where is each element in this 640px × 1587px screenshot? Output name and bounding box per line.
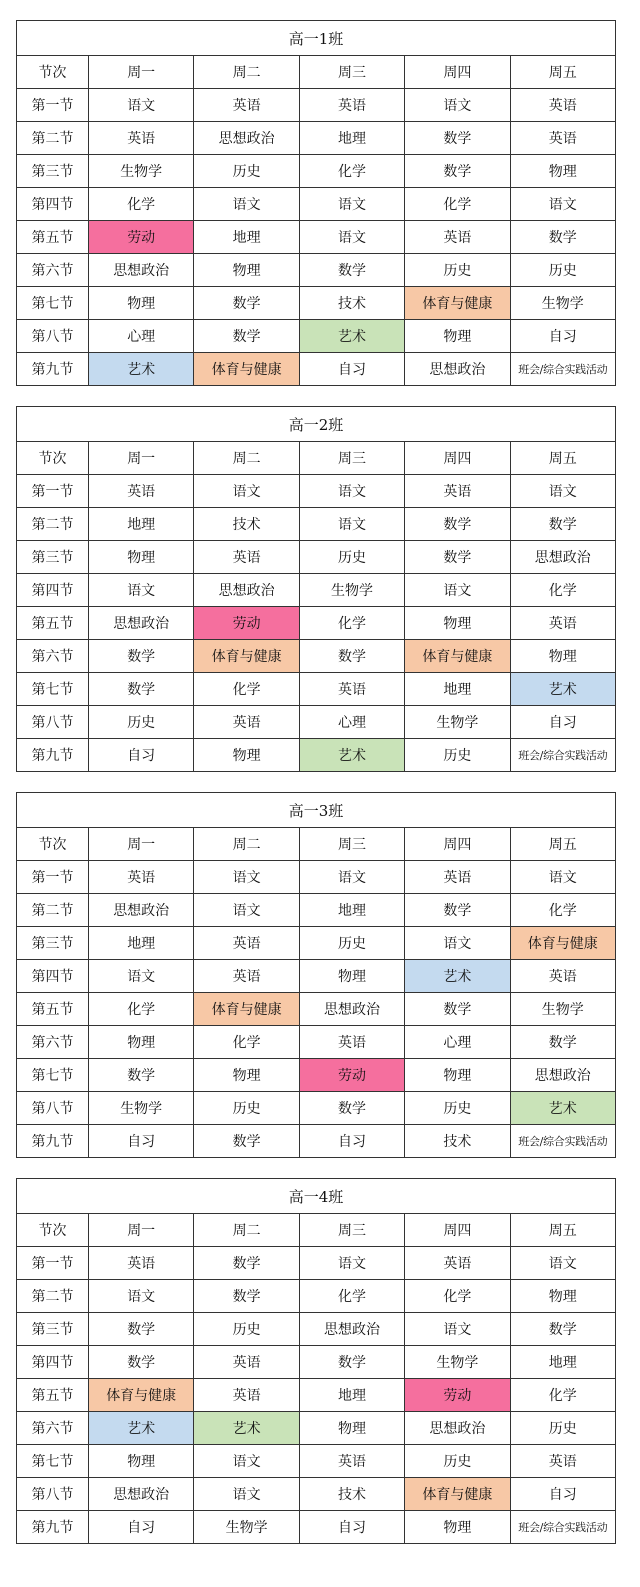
- subject-cell: 物理: [89, 1026, 194, 1059]
- subject-cell: 物理: [89, 1445, 194, 1478]
- subject-cell: 历史: [194, 1092, 299, 1125]
- subject-cell: 物理: [405, 607, 510, 640]
- table-row: [17, 122, 616, 155]
- subject-cell: 班会/综合实践活动: [510, 1511, 615, 1544]
- period-label: 第一节: [17, 1247, 89, 1280]
- subject-cell: 数学: [405, 993, 510, 1026]
- period-label: 第三节: [17, 1313, 89, 1346]
- subject-cell: 地理: [89, 927, 194, 960]
- subject-cell: 英语: [405, 475, 510, 508]
- subject-cell: 语文: [89, 89, 194, 122]
- period-label: 第二节: [17, 1280, 89, 1313]
- subject-cell: 自习: [510, 320, 615, 353]
- subject-cell: 语文: [89, 960, 194, 993]
- period-label: 第六节: [17, 1412, 89, 1445]
- table-row: [17, 254, 616, 287]
- subject-cell: 语文: [510, 1247, 615, 1280]
- period-label: 第八节: [17, 706, 89, 739]
- table-row: [17, 673, 616, 706]
- subject-cell: 技术: [405, 1125, 510, 1158]
- period-label: 第四节: [17, 960, 89, 993]
- subject-cell: 地理: [194, 221, 299, 254]
- subject-cell: 化学: [405, 188, 510, 221]
- subject-cell: 英语: [194, 960, 299, 993]
- subject-cell: 数学: [510, 508, 615, 541]
- subject-cell: 语文: [89, 574, 194, 607]
- table-row: [17, 1346, 616, 1379]
- header-weekday: 周二: [194, 828, 299, 861]
- subject-cell: 物理: [194, 739, 299, 772]
- subject-cell: 历史: [405, 739, 510, 772]
- table-row: [17, 221, 616, 254]
- subject-cell: 数学: [89, 1313, 194, 1346]
- subject-cell: 劳动: [405, 1379, 510, 1412]
- subject-cell: 英语: [194, 541, 299, 574]
- subject-cell: 语文: [299, 221, 404, 254]
- period-label: 第七节: [17, 287, 89, 320]
- subject-cell: 数学: [405, 541, 510, 574]
- period-label: 第三节: [17, 927, 89, 960]
- subject-cell: 生物学: [89, 155, 194, 188]
- table-row: [17, 640, 616, 673]
- subject-cell: 英语: [299, 1445, 404, 1478]
- subject-cell: 英语: [299, 673, 404, 706]
- subject-cell: 化学: [510, 894, 615, 927]
- period-label: 第四节: [17, 188, 89, 221]
- subject-cell: 思想政治: [89, 254, 194, 287]
- subject-cell: 艺术: [89, 353, 194, 386]
- subject-cell: 英语: [89, 1247, 194, 1280]
- period-label: 第一节: [17, 475, 89, 508]
- header-weekday: 周五: [510, 56, 615, 89]
- table-row: [17, 1511, 616, 1544]
- subject-cell: 历史: [299, 927, 404, 960]
- subject-cell: 艺术: [510, 1092, 615, 1125]
- table-row: [17, 894, 616, 927]
- subject-cell: 劳动: [89, 221, 194, 254]
- subject-cell: 思想政治: [510, 541, 615, 574]
- subject-cell: 自习: [89, 1511, 194, 1544]
- subject-cell: 艺术: [299, 739, 404, 772]
- subject-cell: 体育与健康: [405, 640, 510, 673]
- subject-cell: 生物学: [510, 993, 615, 1026]
- period-label: 第八节: [17, 1478, 89, 1511]
- subject-cell: 自习: [510, 1478, 615, 1511]
- subject-cell: 历史: [510, 1412, 615, 1445]
- period-label: 第六节: [17, 254, 89, 287]
- subject-cell: 体育与健康: [405, 1478, 510, 1511]
- subject-cell: 艺术: [299, 320, 404, 353]
- subject-cell: 物理: [89, 541, 194, 574]
- subject-cell: 语文: [194, 861, 299, 894]
- table-row: [17, 927, 616, 960]
- subject-cell: 语文: [510, 861, 615, 894]
- subject-cell: 自习: [299, 1511, 404, 1544]
- subject-cell: 思想政治: [299, 993, 404, 1026]
- subject-cell: 物理: [299, 960, 404, 993]
- subject-cell: 数学: [510, 1313, 615, 1346]
- header-weekday: 周三: [299, 56, 404, 89]
- subject-cell: 英语: [510, 607, 615, 640]
- subject-cell: 生物学: [510, 287, 615, 320]
- subject-cell: 历史: [510, 254, 615, 287]
- subject-cell: 英语: [510, 960, 615, 993]
- period-label: 第七节: [17, 1445, 89, 1478]
- subject-cell: 数学: [299, 254, 404, 287]
- header-weekday: 周一: [89, 828, 194, 861]
- subject-cell: 物理: [405, 1511, 510, 1544]
- table-row: [17, 574, 616, 607]
- table-row: [17, 1379, 616, 1412]
- header-weekday: 周三: [299, 442, 404, 475]
- subject-cell: 体育与健康: [194, 993, 299, 1026]
- table-row: [17, 1313, 616, 1346]
- period-label: 第八节: [17, 320, 89, 353]
- period-label: 第八节: [17, 1092, 89, 1125]
- subject-cell: 体育与健康: [194, 353, 299, 386]
- subject-cell: 语文: [194, 1478, 299, 1511]
- subject-cell: 思想政治: [299, 1313, 404, 1346]
- table-row: [17, 287, 616, 320]
- subject-cell: 物理: [299, 1412, 404, 1445]
- subject-cell: 语文: [405, 89, 510, 122]
- header-weekday: 周四: [405, 1214, 510, 1247]
- period-label: 第五节: [17, 221, 89, 254]
- subject-cell: 语文: [194, 475, 299, 508]
- subject-cell: 历史: [405, 254, 510, 287]
- subject-cell: 英语: [89, 122, 194, 155]
- subject-cell: 生物学: [405, 1346, 510, 1379]
- subject-cell: 英语: [89, 861, 194, 894]
- subject-cell: 艺术: [89, 1412, 194, 1445]
- period-label: 第一节: [17, 89, 89, 122]
- header-row: [17, 1214, 616, 1247]
- subject-cell: 英语: [299, 89, 404, 122]
- header-weekday: 周五: [510, 442, 615, 475]
- subject-cell: 英语: [510, 122, 615, 155]
- class-title: 高一2班: [17, 407, 616, 442]
- subject-cell: 体育与健康: [405, 287, 510, 320]
- subject-cell: 数学: [89, 1346, 194, 1379]
- header-row: [17, 442, 616, 475]
- table-row: [17, 508, 616, 541]
- header-weekday: 周一: [89, 1214, 194, 1247]
- header-weekday: 周二: [194, 56, 299, 89]
- subject-cell: 思想政治: [194, 122, 299, 155]
- subject-cell: 英语: [194, 1346, 299, 1379]
- table-row: [17, 960, 616, 993]
- table-row: [17, 1125, 616, 1158]
- subject-cell: 数学: [405, 122, 510, 155]
- subject-cell: 艺术: [510, 673, 615, 706]
- subject-cell: 化学: [299, 155, 404, 188]
- period-label: 第六节: [17, 1026, 89, 1059]
- subject-cell: 物理: [405, 1059, 510, 1092]
- subject-cell: 化学: [510, 574, 615, 607]
- subject-cell: 历史: [194, 155, 299, 188]
- subject-cell: 生物学: [405, 706, 510, 739]
- period-label: 第九节: [17, 1125, 89, 1158]
- subject-cell: 生物学: [299, 574, 404, 607]
- period-label: 第五节: [17, 993, 89, 1026]
- subject-cell: 化学: [194, 1026, 299, 1059]
- header-weekday: 周二: [194, 1214, 299, 1247]
- subject-cell: 历史: [194, 1313, 299, 1346]
- subject-cell: 生物学: [194, 1511, 299, 1544]
- subject-cell: 历史: [405, 1092, 510, 1125]
- subject-cell: 艺术: [405, 960, 510, 993]
- subject-cell: 数学: [405, 155, 510, 188]
- subject-cell: 数学: [194, 1125, 299, 1158]
- subject-cell: 数学: [89, 673, 194, 706]
- subject-cell: 语文: [299, 188, 404, 221]
- subject-cell: 物理: [510, 1280, 615, 1313]
- header-weekday: 周五: [510, 1214, 615, 1247]
- subject-cell: 劳动: [194, 607, 299, 640]
- subject-cell: 英语: [194, 1379, 299, 1412]
- subject-cell: 语文: [510, 188, 615, 221]
- subject-cell: 数学: [405, 894, 510, 927]
- period-label: 第一节: [17, 861, 89, 894]
- period-label: 第九节: [17, 739, 89, 772]
- period-label: 第三节: [17, 541, 89, 574]
- subject-cell: 化学: [299, 1280, 404, 1313]
- subject-cell: 语文: [510, 475, 615, 508]
- class-title: 高一4班: [17, 1179, 616, 1214]
- header-weekday: 周一: [89, 56, 194, 89]
- subject-cell: 自习: [299, 1125, 404, 1158]
- table-row: [17, 1445, 616, 1478]
- subject-cell: 数学: [194, 287, 299, 320]
- subject-cell: 历史: [299, 541, 404, 574]
- subject-cell: 化学: [510, 1379, 615, 1412]
- header-weekday: 周三: [299, 1214, 404, 1247]
- header-row: [17, 56, 616, 89]
- header-weekday: 周四: [405, 442, 510, 475]
- timetable-class-1: [16, 20, 616, 386]
- subject-cell: 技术: [299, 287, 404, 320]
- table-row: [17, 155, 616, 188]
- subject-cell: 物理: [194, 1059, 299, 1092]
- subject-cell: 地理: [299, 894, 404, 927]
- subject-cell: 心理: [405, 1026, 510, 1059]
- subject-cell: 语文: [405, 1313, 510, 1346]
- subject-cell: 思想政治: [194, 574, 299, 607]
- subject-cell: 劳动: [299, 1059, 404, 1092]
- period-label: 第九节: [17, 1511, 89, 1544]
- subject-cell: 物理: [510, 640, 615, 673]
- table-row: [17, 1412, 616, 1445]
- table-row: [17, 541, 616, 574]
- subject-cell: 英语: [405, 861, 510, 894]
- subject-cell: 思想政治: [510, 1059, 615, 1092]
- subject-cell: 自习: [89, 1125, 194, 1158]
- subject-cell: 化学: [299, 607, 404, 640]
- subject-cell: 地理: [510, 1346, 615, 1379]
- subject-cell: 化学: [89, 188, 194, 221]
- subject-cell: 数学: [405, 508, 510, 541]
- subject-cell: 英语: [194, 927, 299, 960]
- subject-cell: 思想政治: [89, 1478, 194, 1511]
- period-label: 第三节: [17, 155, 89, 188]
- class-title: 高一1班: [17, 21, 616, 56]
- subject-cell: 地理: [299, 122, 404, 155]
- subject-cell: 化学: [194, 673, 299, 706]
- subject-cell: 化学: [405, 1280, 510, 1313]
- table-row: [17, 1247, 616, 1280]
- subject-cell: 数学: [510, 1026, 615, 1059]
- subject-cell: 数学: [510, 221, 615, 254]
- subject-cell: 英语: [405, 1247, 510, 1280]
- subject-cell: 数学: [299, 1346, 404, 1379]
- subject-cell: 数学: [89, 640, 194, 673]
- table-row: [17, 861, 616, 894]
- subject-cell: 班会/综合实践活动: [510, 739, 615, 772]
- table-row: [17, 1280, 616, 1313]
- subject-cell: 英语: [89, 475, 194, 508]
- subject-cell: 英语: [299, 1026, 404, 1059]
- subject-cell: 物理: [89, 287, 194, 320]
- table-row: [17, 188, 616, 221]
- subject-cell: 英语: [194, 706, 299, 739]
- subject-cell: 数学: [299, 1092, 404, 1125]
- subject-cell: 物理: [194, 254, 299, 287]
- subject-cell: 英语: [194, 89, 299, 122]
- subject-cell: 艺术: [194, 1412, 299, 1445]
- timetable-class-2: [16, 406, 616, 772]
- subject-cell: 体育与健康: [194, 640, 299, 673]
- subject-cell: 物理: [510, 155, 615, 188]
- subject-cell: 地理: [299, 1379, 404, 1412]
- header-period: 节次: [17, 828, 89, 861]
- period-label: 第五节: [17, 1379, 89, 1412]
- period-label: 第五节: [17, 607, 89, 640]
- class-title: 高一3班: [17, 793, 616, 828]
- period-label: 第四节: [17, 574, 89, 607]
- table-row: [17, 706, 616, 739]
- subject-cell: 数学: [299, 640, 404, 673]
- header-period: 节次: [17, 56, 89, 89]
- period-label: 第四节: [17, 1346, 89, 1379]
- subject-cell: 技术: [299, 1478, 404, 1511]
- subject-cell: 英语: [510, 89, 615, 122]
- period-label: 第二节: [17, 122, 89, 155]
- table-row: [17, 993, 616, 1026]
- subject-cell: 自习: [510, 706, 615, 739]
- period-label: 第七节: [17, 1059, 89, 1092]
- period-label: 第六节: [17, 640, 89, 673]
- period-label: 第二节: [17, 894, 89, 927]
- header-period: 节次: [17, 1214, 89, 1247]
- subject-cell: 化学: [89, 993, 194, 1026]
- subject-cell: 数学: [194, 1280, 299, 1313]
- header-period: 节次: [17, 442, 89, 475]
- subject-cell: 数学: [194, 320, 299, 353]
- subject-cell: 语文: [405, 927, 510, 960]
- subject-cell: 思想政治: [89, 607, 194, 640]
- subject-cell: 班会/综合实践活动: [510, 1125, 615, 1158]
- timetable-class-3: [16, 792, 616, 1158]
- table-row: [17, 475, 616, 508]
- subject-cell: 语文: [299, 1247, 404, 1280]
- subject-cell: 语文: [299, 861, 404, 894]
- subject-cell: 班会/综合实践活动: [510, 353, 615, 386]
- subject-cell: 体育与健康: [510, 927, 615, 960]
- subject-cell: 地理: [405, 673, 510, 706]
- subject-cell: 自习: [89, 739, 194, 772]
- subject-cell: 数学: [89, 1059, 194, 1092]
- subject-cell: 技术: [194, 508, 299, 541]
- header-weekday: 周四: [405, 828, 510, 861]
- subject-cell: 英语: [405, 221, 510, 254]
- subject-cell: 历史: [89, 706, 194, 739]
- subject-cell: 数学: [194, 1247, 299, 1280]
- header-weekday: 周三: [299, 828, 404, 861]
- header-weekday: 周四: [405, 56, 510, 89]
- header-weekday: 周一: [89, 442, 194, 475]
- table-row: [17, 607, 616, 640]
- table-row: [17, 320, 616, 353]
- subject-cell: 语文: [194, 894, 299, 927]
- subject-cell: 语文: [299, 508, 404, 541]
- subject-cell: 语文: [405, 574, 510, 607]
- subject-cell: 语文: [299, 475, 404, 508]
- table-row: [17, 353, 616, 386]
- table-row: [17, 1478, 616, 1511]
- subject-cell: 物理: [405, 320, 510, 353]
- subject-cell: 语文: [194, 1445, 299, 1478]
- subject-cell: 英语: [510, 1445, 615, 1478]
- table-row: [17, 1092, 616, 1125]
- period-label: 第九节: [17, 353, 89, 386]
- subject-cell: 体育与健康: [89, 1379, 194, 1412]
- header-weekday: 周二: [194, 442, 299, 475]
- period-label: 第七节: [17, 673, 89, 706]
- subject-cell: 生物学: [89, 1092, 194, 1125]
- subject-cell: 思想政治: [89, 894, 194, 927]
- subject-cell: 语文: [194, 188, 299, 221]
- table-row: [17, 1059, 616, 1092]
- header-weekday: 周五: [510, 828, 615, 861]
- table-row: [17, 89, 616, 122]
- subject-cell: 心理: [299, 706, 404, 739]
- subject-cell: 地理: [89, 508, 194, 541]
- period-label: 第二节: [17, 508, 89, 541]
- subject-cell: 思想政治: [405, 353, 510, 386]
- timetable-class-4: [16, 1178, 616, 1544]
- subject-cell: 历史: [405, 1445, 510, 1478]
- subject-cell: 思想政治: [405, 1412, 510, 1445]
- subject-cell: 心理: [89, 320, 194, 353]
- table-row: [17, 1026, 616, 1059]
- subject-cell: 语文: [89, 1280, 194, 1313]
- table-row: [17, 739, 616, 772]
- subject-cell: 自习: [299, 353, 404, 386]
- header-row: [17, 828, 616, 861]
